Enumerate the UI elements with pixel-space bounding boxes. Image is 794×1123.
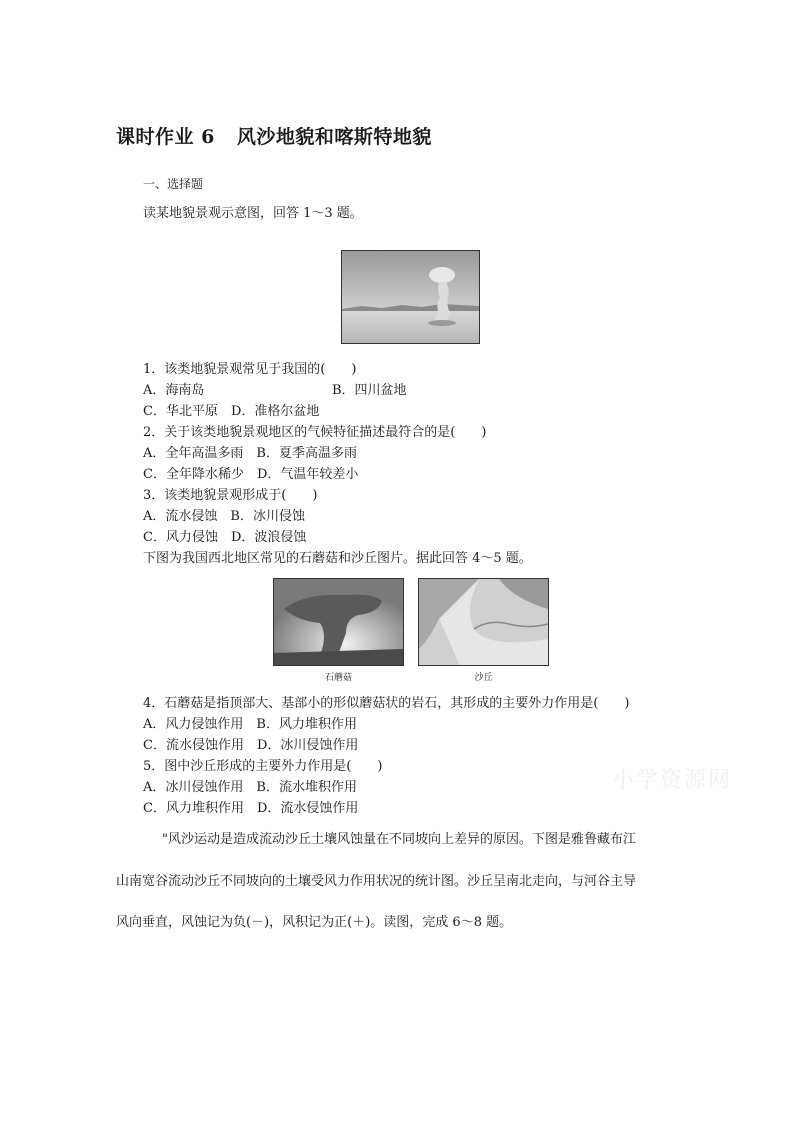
question-3-options-cd: C．风力侵蚀 D．波浪侵蚀 bbox=[143, 530, 307, 545]
intro-text-1: 读某地貌景观示意图，回答 1～3 题。 bbox=[143, 206, 363, 221]
sand-dune-image bbox=[419, 579, 548, 665]
question-2-stem: 2．关于该类地貌景观地区的气候特征描述最符合的是( ) bbox=[143, 425, 487, 440]
landform-photo bbox=[341, 250, 480, 344]
question-2-options-cd: C．全年降水稀少 D．气温年较差小 bbox=[143, 467, 359, 482]
question-1-option-b: B．四川盆地 bbox=[332, 383, 407, 398]
question-5-options-ab: A．冰川侵蚀作用 B．流水堆积作用 bbox=[143, 780, 357, 795]
sand-dune-photo bbox=[418, 578, 549, 666]
question-1-option-a: A．海南岛 bbox=[143, 383, 205, 398]
intro-text-2: 下图为我国西北地区常见的石蘑菇和沙丘图片。据此回答 4～5 题。 bbox=[143, 551, 532, 566]
question-4-stem: 4．石蘑菇是指顶部大、基部小的形似蘑菇状的岩石，其形成的主要外力作用是( ) bbox=[143, 696, 630, 711]
sand-dune-caption: 沙丘 bbox=[474, 673, 493, 683]
question-1-options-cd: C．华北平原 D．准格尔盆地 bbox=[143, 404, 320, 419]
question-3-stem: 3．该类地貌景观形成于( ) bbox=[143, 488, 318, 503]
question-3-options-ab: A．流水侵蚀 B．冰川侵蚀 bbox=[143, 509, 305, 524]
question-2-options-ab: A．全年高温多雨 B．夏季高温多雨 bbox=[143, 446, 357, 461]
stone-mushroom-image bbox=[274, 579, 403, 665]
watermark: 小学资源网 bbox=[612, 768, 733, 793]
question-5-stem: 5．图中沙丘形成的主要外力作用是( ) bbox=[143, 759, 383, 774]
page-title: 课时作业 6 风沙地貌和喀斯特地貌 bbox=[116, 126, 432, 148]
question-4-options-ab: A．风力侵蚀作用 B．风力堆积作用 bbox=[143, 717, 357, 732]
section-heading: 一、选择题 bbox=[143, 177, 204, 191]
paragraph-line-1: "风沙运动是造成流动沙丘土壤风蚀量在不同坡向上差异的原因。下图是雅鲁藏布江 bbox=[162, 832, 636, 847]
question-5-options-cd: C．风力堆积作用 D．流水侵蚀作用 bbox=[143, 801, 359, 816]
paragraph-line-3: 风向垂直，风蚀记为负(－)，风积记为正(＋)。读图，完成 6～8 题。 bbox=[116, 915, 513, 930]
mushroom-rock-image bbox=[342, 251, 479, 343]
question-1-stem: 1．该类地貌景观常见于我国的( ) bbox=[143, 362, 357, 377]
stone-mushroom-photo bbox=[273, 578, 404, 666]
stone-mushroom-caption: 石蘑菇 bbox=[324, 673, 352, 683]
question-4-options-cd: C．流水侵蚀作用 D．冰川侵蚀作用 bbox=[143, 738, 359, 753]
paragraph-line-2: 山南宽谷流动沙丘不同坡向的土壤受风力作用状况的统计图。沙丘呈南北走向，与河谷主导 bbox=[116, 874, 637, 889]
